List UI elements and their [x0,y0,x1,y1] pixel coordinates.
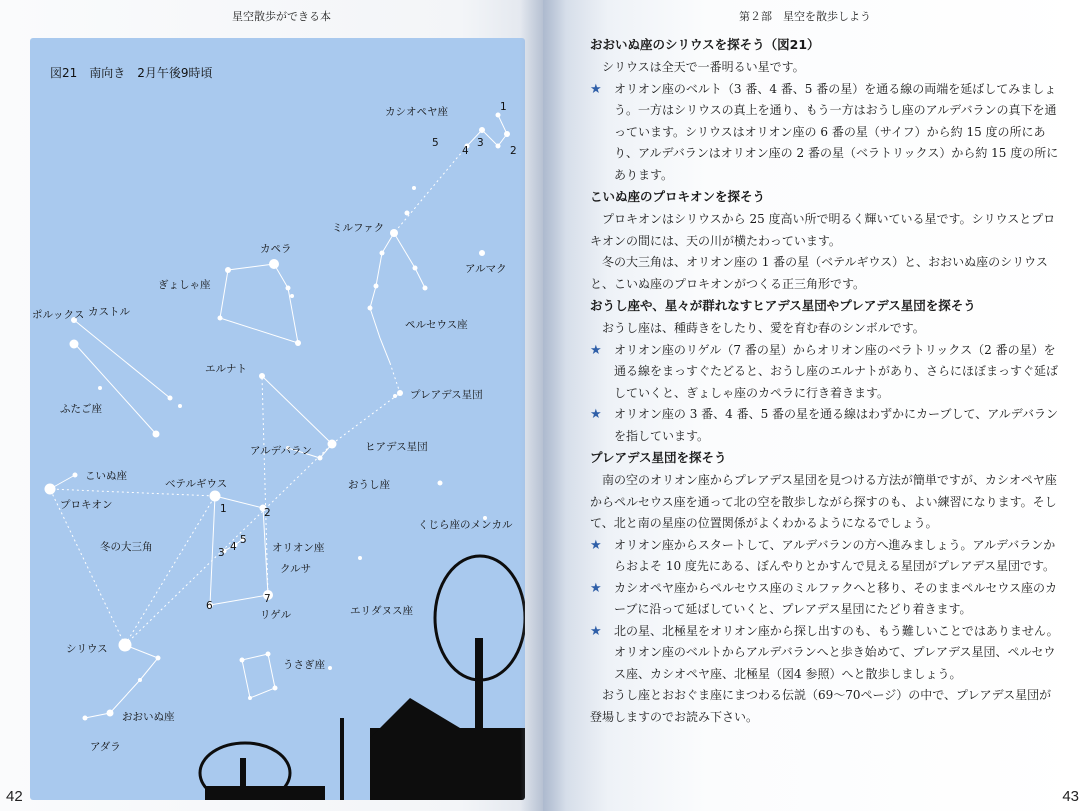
star-capella [269,259,279,269]
star [218,316,223,321]
body-text [590,34,1060,728]
label-eridanus: エリダヌス座 [350,605,413,617]
label-pleiades: プレアデス星団 [410,389,483,401]
bullet-text: オリオン座のリゲル（7 番の星）からオリオン座のベラトリックス（2 番の星）を通る線をまっすぐたどると、おうし座のエルナトがあり、さらにほぼまっすぐ延ばしていくと、ぎょしゃ座のカペラに行き着きます。 [614,342,1059,400]
star-number: 6 [206,600,213,612]
paragraph: プロキオンはシリウスから 25 度高い所で明るく輝いている星です。シリウスとプロキオンの間には、天の川が横たわっています。 [590,212,1056,248]
label-hyades: ヒアデス星団 [365,441,428,453]
star-number: 2 [264,507,271,519]
bullet-item [590,404,1060,447]
label-taurus: おうし座 [348,479,390,491]
star [504,131,510,137]
star [266,652,271,657]
paragraph: 冬の大三角は、オリオン座の 1 番の星（ベテルギウス）と、おおいぬ座のシリウスと、こいぬ座のプロキオンがつくる正三角形です。 [590,255,1048,291]
bullet-item [590,621,1060,686]
gemini-line-a [75,344,156,434]
star [479,127,485,133]
star [412,186,416,190]
label-menkar: くじら座のメンカル [418,519,513,531]
section-heading: プレアデス星団を探そう [590,450,727,465]
star [240,658,245,663]
star-icon: ★ [590,407,602,422]
star-procyon [45,484,56,495]
star-icon: ★ [590,342,602,358]
star-aldebaran [328,440,337,449]
star-number: 5 [240,534,247,546]
star [438,481,443,486]
star [225,267,231,273]
guide-rigel-elnath [262,376,268,595]
label-winter-triangle: 冬の大三角 [100,541,153,553]
section-heading: おうし座や、星々が群れなすヒアデス星団やプレアデス星団を探そう [590,298,976,313]
star [413,266,418,271]
star-betelgeuse [210,491,221,502]
bullet-item [590,535,1060,578]
winter-triangle [50,489,215,645]
star [156,656,161,661]
label-crusa: クルサ [280,563,312,575]
guide-cassiopeia-mirfak [394,146,467,233]
star [273,686,278,691]
taurus-horn [262,376,332,444]
book-gutter [520,0,566,811]
star-map-figure [30,38,525,800]
paragraph: シリウスは全天で一番明るい星です。 [602,60,805,74]
bullet-text: カシオペヤ座からペルセウス座のミルファクへと移り、そのままペルセウス座のカーブに沿って延ばしていくと、プレアデス星団にたどり着きます。 [614,580,1058,616]
star-pollux [70,340,79,349]
lepus-lines [242,654,275,698]
star-number: 2 [510,145,517,157]
label-gemini: ふたご座 [60,403,102,415]
star [496,144,501,149]
page-number: 43 [1062,788,1079,805]
closing-paragraph: おうし座とおおぐま座にまつわる伝説（69〜70ページ）の中で、プレアデス星団が登場しますのでお読み下さい。 [590,688,1052,724]
guide-aldebaran-pleiades [332,393,400,444]
bullet-item [590,79,1060,187]
paragraph: 南の空のオリオン座からプレアデス星団を見つける方法が簡単ですが、カシオペヤ座からペルセウス座を通って北の空を散歩しながら探すのも、よい練習になります。そして、北と南の星座の位置関係がよくわかるようになるでしょう。 [590,473,1057,530]
left-page [0,0,543,811]
star [368,306,373,311]
bullet-item [590,340,1060,405]
label-betelgeuse: ベテルギウス [165,478,228,490]
star [153,431,160,438]
star [73,473,78,478]
star-number: 3 [477,137,484,149]
label-mirfak: ミルファク [332,222,385,234]
paragraph: おうし座は、種蒔きをしたり、愛を育む春のシンボルです。 [602,321,925,335]
star [138,678,142,682]
star-icon: ★ [590,623,602,639]
label-aldebaran: アルデバラン [250,445,312,457]
label-canis-minor: こいぬ座 [85,470,127,482]
cassiopeia-lines [467,115,507,146]
star [295,340,301,346]
label-almach: アルマク [465,263,507,275]
star [178,404,182,408]
star [380,251,385,256]
label-lepus: うさぎ座 [283,659,325,671]
label-rigel: リゲル [260,609,292,621]
auriga-lines [220,264,298,343]
star [286,286,291,291]
canis-major-lines [85,645,158,718]
label-pollux: ポルックス [32,309,85,321]
perseus-branch [394,233,425,288]
star [405,211,410,216]
star [393,394,397,398]
section-heading: こいぬ座のプロキオンを探そう [590,189,766,204]
label-castor: カストル [88,306,130,318]
star [290,294,294,298]
guide-perseus-pleiades [390,363,400,393]
star-number: 5 [432,137,439,149]
bullet-text: オリオン座のベルト（3 番、4 番、5 番の星）を通る線の両端を延ばしてみましょう。一方はシリウスの真上を通り、もう一方はおうし座のアルデバランの真下を通っています。シリウスはオリオン座の 6 番の星（サイフ）から約 15 度の所にあり、アルデバランはオリオン座の 2 番の星（ベラトリックス）から約 15 度の所にあります。 [614,81,1059,182]
running-head: 星空散歩ができる本 [232,10,331,23]
label-capella: カペラ [260,243,292,255]
star-elnath [259,373,265,379]
horizon-silhouette [200,556,525,800]
bullet-text: オリオン座の 3 番、4 番、5 番の星を通る線はわずかにカーブして、アルデバランを指しています。 [614,407,1059,443]
star-pleiades [397,390,403,396]
label-adhara: アダラ [90,741,121,753]
star-map [30,38,525,800]
star-number: 4 [230,541,237,553]
star-mirfak [390,229,398,237]
star [83,716,88,721]
star-almach [479,250,485,256]
star-number: 1 [220,503,227,515]
star-icon: ★ [590,580,602,596]
star [374,284,379,289]
figure-caption: 図21 南向き 2月午後9時頃 [50,66,213,80]
star [496,113,501,118]
star-icon: ★ [590,537,602,553]
label-canis-major: おおいぬ座 [122,711,175,723]
star-number: 4 [462,145,469,157]
star [248,696,252,700]
label-cassiopeia: カシオペヤ座 [385,106,448,118]
bullet-item [590,578,1060,621]
star [107,710,114,717]
star [328,666,332,670]
star-number: 1 [500,101,507,113]
star [318,456,323,461]
star-number: 3 [218,547,225,559]
star [423,286,428,291]
label-sirius: シリウス [66,643,108,655]
label-elnath: エルナト [205,363,247,375]
star-sirius [119,639,132,652]
bullet-text: 北の星、北極星をオリオン座から探し出すのも、もう難しいことではありません。オリオン座のベルトからアルデバランへと歩き始めて、プレアデス星団、ペルセウス座、カシオペヤ座、北極星（図4 参照）へと散歩しましょう。 [614,623,1059,681]
running-head: 第２部 星空を散歩しよう [739,10,871,23]
star [168,396,173,401]
star-icon: ★ [590,81,602,97]
star [358,556,362,560]
star [98,386,102,390]
label-orion: オリオン座 [272,542,325,554]
label-perseus: ペルセウス座 [405,319,468,331]
star-number: 7 [264,593,271,605]
label-procyon: プロキオン [60,499,113,511]
section-heading: おおいぬ座のシリウスを探そう（図21） [590,37,820,52]
label-auriga: ぎょしゃ座 [158,279,211,291]
bullet-text: オリオン座からスタートして、アルデバランの方へ進みましょう。アルデバランからおよそ 10 度先にある、ぼんやりとかすんで見える星団がプレアデス星団です。 [614,537,1056,573]
page-number: 42 [6,788,23,805]
